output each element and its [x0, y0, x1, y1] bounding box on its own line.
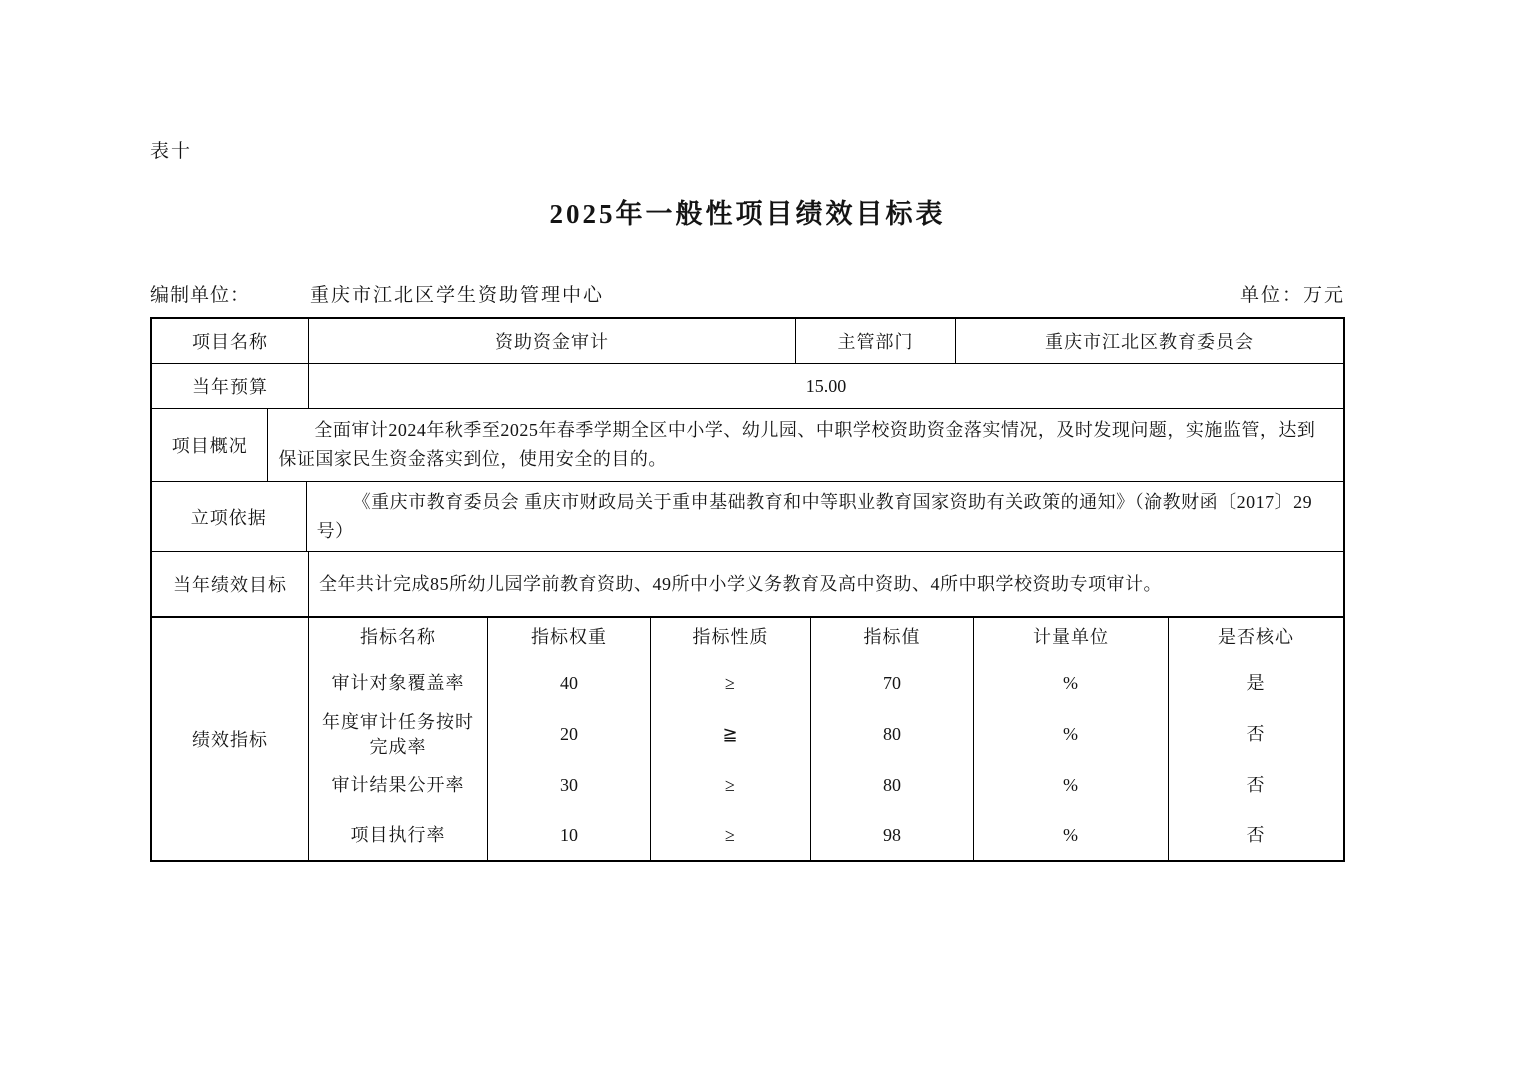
indicator-header-nature: 指标性质	[651, 618, 811, 657]
project-name-label: 项目名称	[152, 319, 309, 364]
indicators-label: 绩效指标	[152, 618, 309, 860]
table-row	[152, 319, 1343, 364]
table-number-label: 表十	[150, 141, 193, 162]
indicator-header-row	[309, 618, 1343, 657]
target-value: 全年共计完成85所幼儿园学前教育资助、49所中小学义务教育及高中资助、4所中职学校资助专项审计。	[319, 573, 1162, 594]
indicator-weight: 10	[488, 810, 651, 860]
table-row	[152, 552, 1343, 618]
indicator-unit: %	[974, 760, 1169, 810]
indicator-weight: 40	[488, 657, 651, 709]
indicator-nature: ≧	[651, 709, 811, 760]
indicator-unit: %	[974, 810, 1169, 860]
indicator-row	[309, 657, 1343, 709]
performance-target-table	[150, 317, 1345, 862]
budget-label: 当年预算	[152, 364, 309, 409]
indicators-section	[152, 618, 1343, 860]
indicator-core: 否	[1246, 774, 1266, 795]
indicator-nature: ≥	[651, 810, 811, 860]
overview-value: 全面审计2024年秋季至2025年春季学期全区中小学、幼儿园、中职学校资助资金落实情况，及时发现问题，实施监管，达到保证国家民生资金落实到位，使用安全的目的。	[278, 420, 1316, 469]
indicator-name: 项目执行率	[309, 810, 488, 860]
target-label: 当年绩效目标	[152, 552, 309, 618]
indicator-core: 是	[1246, 672, 1266, 693]
prepared-by-value: 重庆市江北区学生资助管理中心	[310, 285, 605, 306]
indicator-row	[309, 760, 1343, 810]
indicator-header-name: 指标名称	[309, 618, 488, 657]
indicator-unit: %	[974, 709, 1169, 760]
target-cell	[309, 552, 1343, 618]
department-value: 重庆市江北区教育委员会	[956, 319, 1343, 364]
indicator-value: 80	[811, 760, 974, 810]
basis-value: 《重庆市教育委员会 重庆市财政局关于重申基础教育和中等职业教育国家资助有关政策的通知》（渝教财函〔2017〕29号）	[316, 491, 1313, 541]
indicator-unit: %	[974, 657, 1169, 709]
prepared-by-label: 编制单位：	[150, 285, 251, 306]
indicator-name: 审计结果公开率	[309, 760, 488, 810]
indicator-header-value: 指标值	[811, 618, 974, 657]
indicator-value: 80	[811, 709, 974, 760]
indicator-name: 审计对象覆盖率	[309, 657, 488, 709]
indicator-name: 年度审计任务按时完成率	[309, 709, 488, 760]
indicator-core: 否	[1246, 824, 1266, 845]
indicator-nature: ≥	[651, 657, 811, 709]
table-row	[152, 364, 1343, 409]
indicator-weight: 20	[488, 709, 651, 760]
basis-cell	[307, 482, 1343, 552]
indicator-header-weight: 指标权重	[488, 618, 651, 657]
indicator-weight: 30	[488, 760, 651, 810]
document-title: 2025年一般性项目绩效目标表	[549, 199, 946, 229]
indicator-nature: ≥	[651, 760, 811, 810]
indicator-value: 98	[811, 810, 974, 860]
indicator-header-unit: 计量单位	[974, 618, 1169, 657]
basis-label: 立项依据	[152, 482, 307, 552]
unit-note: 单位：万元	[1239, 285, 1345, 306]
indicator-row	[309, 810, 1343, 860]
project-name-value: 资助资金审计	[309, 319, 796, 364]
indicators-grid	[309, 618, 1343, 860]
budget-value: 15.00	[309, 364, 1343, 409]
department-label: 主管部门	[796, 319, 956, 364]
indicator-core: 否	[1246, 724, 1266, 745]
overview-cell	[268, 409, 1343, 482]
overview-label: 项目概况	[152, 409, 268, 482]
table-row	[152, 482, 1343, 552]
indicator-header-core: 是否核心	[1218, 627, 1294, 648]
meta-row	[150, 280, 1345, 307]
indicator-value: 70	[811, 657, 974, 709]
table-row	[152, 409, 1343, 482]
indicator-row	[309, 709, 1343, 760]
